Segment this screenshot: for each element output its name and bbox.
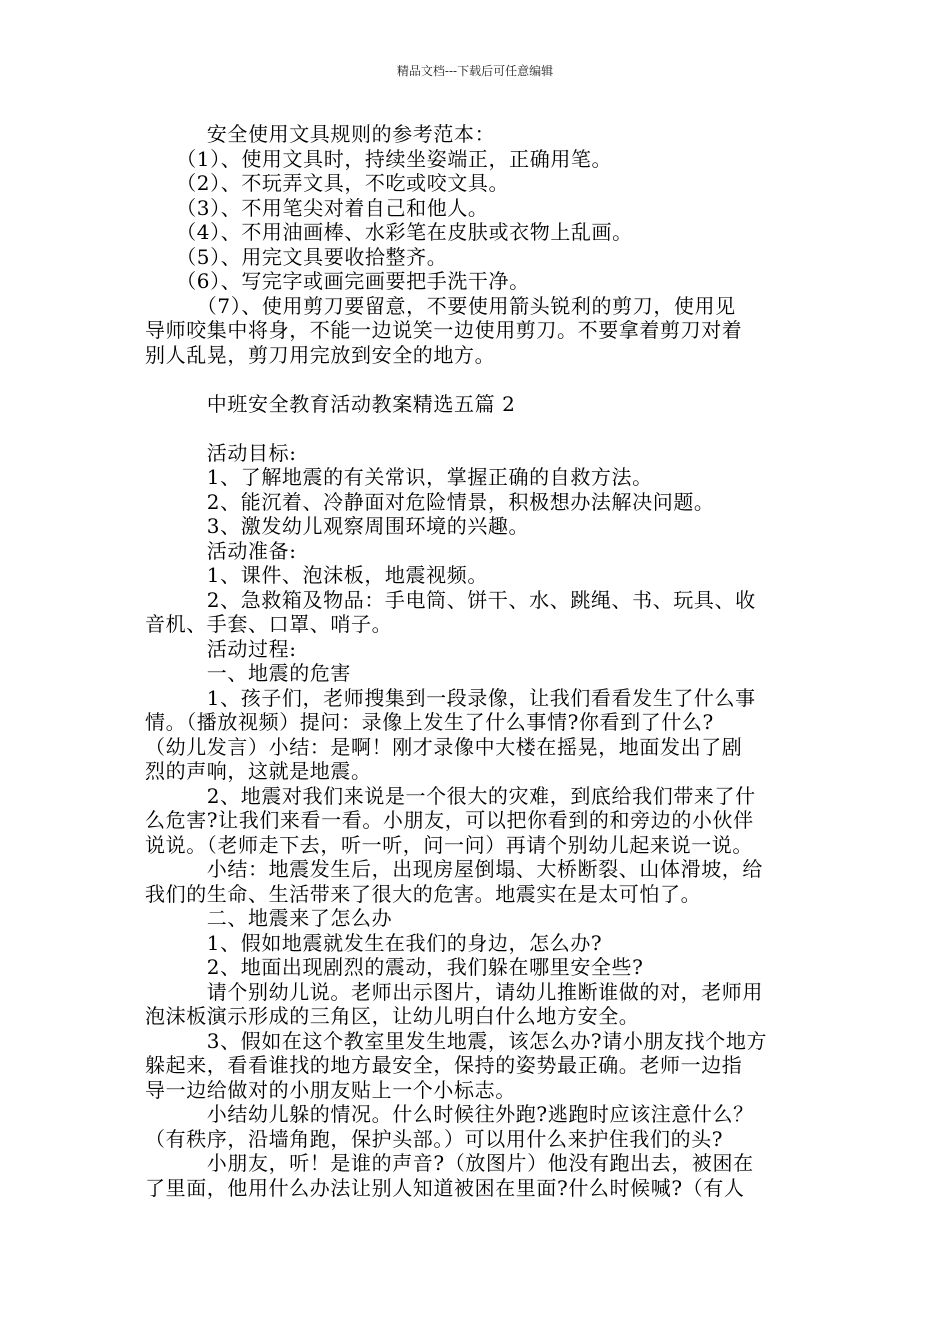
paragraph-line: 我们的生命、生活带来了很大的危害。地震实在是太可怕了。: [145, 881, 702, 906]
paragraph-line: 1、假如地震就发生在我们的身边，怎么办?: [145, 930, 603, 955]
paragraph-line: 小结：地震发生后，出现房屋倒塌、大桥断裂、山体滑坡，给: [145, 857, 763, 881]
page-header: 精品文档---下载后可任意编辑: [396, 64, 554, 78]
blank-line: [145, 416, 809, 441]
blank-line: [145, 367, 809, 392]
paragraph-line: （3）、不用笔尖对着自己和他人。: [145, 195, 489, 220]
paragraph-line: 躲起来，看看谁找的地方最安全，保持的姿势最正确。老师一边指: [145, 1053, 743, 1077]
paragraph-line: 1、课件、泡沫板，地震视频。: [145, 563, 488, 587]
paragraph-line: 3、假如在这个教室里发生地震，该怎么办?请小朋友找个地方: [145, 1028, 768, 1053]
paragraph-line: （6）、写完字或画完画要把手洗干净。: [145, 269, 530, 293]
paragraph-line: 2、地震对我们来说是一个很大的灾难，到底给我们带来了什: [145, 783, 756, 808]
paragraph-line: 活动目标:: [145, 440, 297, 465]
paragraph-line: （幼儿发言）小结：是啊！刚才录像中大楼在摇晃，地面发出了剧: [145, 734, 743, 759]
paragraph-line: 请个别幼儿说。老师出示图片，请幼儿推断谁做的对，老师用: [145, 979, 763, 1004]
paragraph-line: 说说。（老师走下去，听一听，问一问）再请个别幼儿起来说一说。: [145, 832, 753, 857]
document-body: [145, 122, 809, 1200]
paragraph-line: （有秩序，沿墙角跑，保护头部。）可以用什么来护住我们的头?: [145, 1126, 724, 1151]
paragraph-line: 中班安全教育活动教案精选五篇 2: [145, 391, 516, 416]
paragraph-line: 2、能沉着、冷静面对危险情景，积极想办法解决问题。: [145, 489, 715, 514]
paragraph-line: 1、孩子们，老师搜集到一段录像，让我们看看发生了什么事: [145, 685, 756, 710]
paragraph-line: 烈的声响，这就是地震。: [145, 759, 372, 783]
paragraph-line: 么危害?让我们来看一看。小朋友，可以把你看到的和旁边的小伙伴: [145, 808, 754, 832]
paragraph-line: （1）、使用文具时，持续坐姿端正，正确用笔。: [145, 146, 613, 171]
paragraph-line: 活动准备:: [145, 538, 297, 563]
paragraph-line: 泡沫板演示形成的三角区，让幼儿明白什么地方安全。: [145, 1004, 640, 1028]
paragraph-line: （7）、使用剪刀要留意，不要使用箭头锐利的剪刀，使用见: [145, 293, 736, 318]
paragraph-line: 别人乱晃，剪刀用完放到安全的地方。: [145, 342, 496, 367]
paragraph-line: 安全使用文具规则的参考范本：: [145, 122, 496, 146]
paragraph-line: 了里面，他用什么办法让别人知道被困在里面?什么时候喊?（有人: [145, 1175, 745, 1200]
paragraph-line: 小结幼儿躲的情况。什么时候往外跑?逃跑时应该注意什么？: [145, 1102, 754, 1126]
paragraph-line: 导师咬集中将身，不能一边说笑一边使用剪刀。不要拿着剪刀对着: [145, 318, 743, 342]
paragraph-line: 2、急救箱及物品：手电筒、饼干、水、跳绳、书、玩具、收: [145, 587, 756, 612]
paragraph-line: 二、地震来了怎么办: [145, 906, 393, 930]
paragraph-line: 3、激发幼儿观察周围环境的兴趣。: [145, 514, 530, 538]
paragraph-line: 音机、手套、口罩、哨子。: [145, 612, 393, 636]
paragraph-line: 导一边给做对的小朋友贴上一个小标志。: [145, 1077, 516, 1102]
paragraph-line: 活动过程:: [145, 636, 297, 661]
paragraph-line: （4）、不用油画棒、水彩笔在皮肤或衣物上乱画。: [145, 220, 633, 244]
paragraph-line: 小朋友，听！是谁的声音?（放图片）他没有跑出去，被困在: [145, 1151, 754, 1175]
paragraph-line: （5）、用完文具要收拾整齐。: [145, 244, 448, 269]
paragraph-line: 2、地面出现剧烈的震动，我们躲在哪里安全些?: [145, 955, 644, 979]
paragraph-line: （2）、不玩弄文具，不吃或咬文具。: [145, 171, 510, 195]
paragraph-line: 情。（播放视频）提问：录像上发生了什么事情?你看到了什么?: [145, 710, 714, 734]
paragraph-line: 1、了解地震的有关常识，掌握正确的自救方法。: [145, 465, 653, 489]
paragraph-line: 一、地震的危害: [145, 661, 351, 685]
